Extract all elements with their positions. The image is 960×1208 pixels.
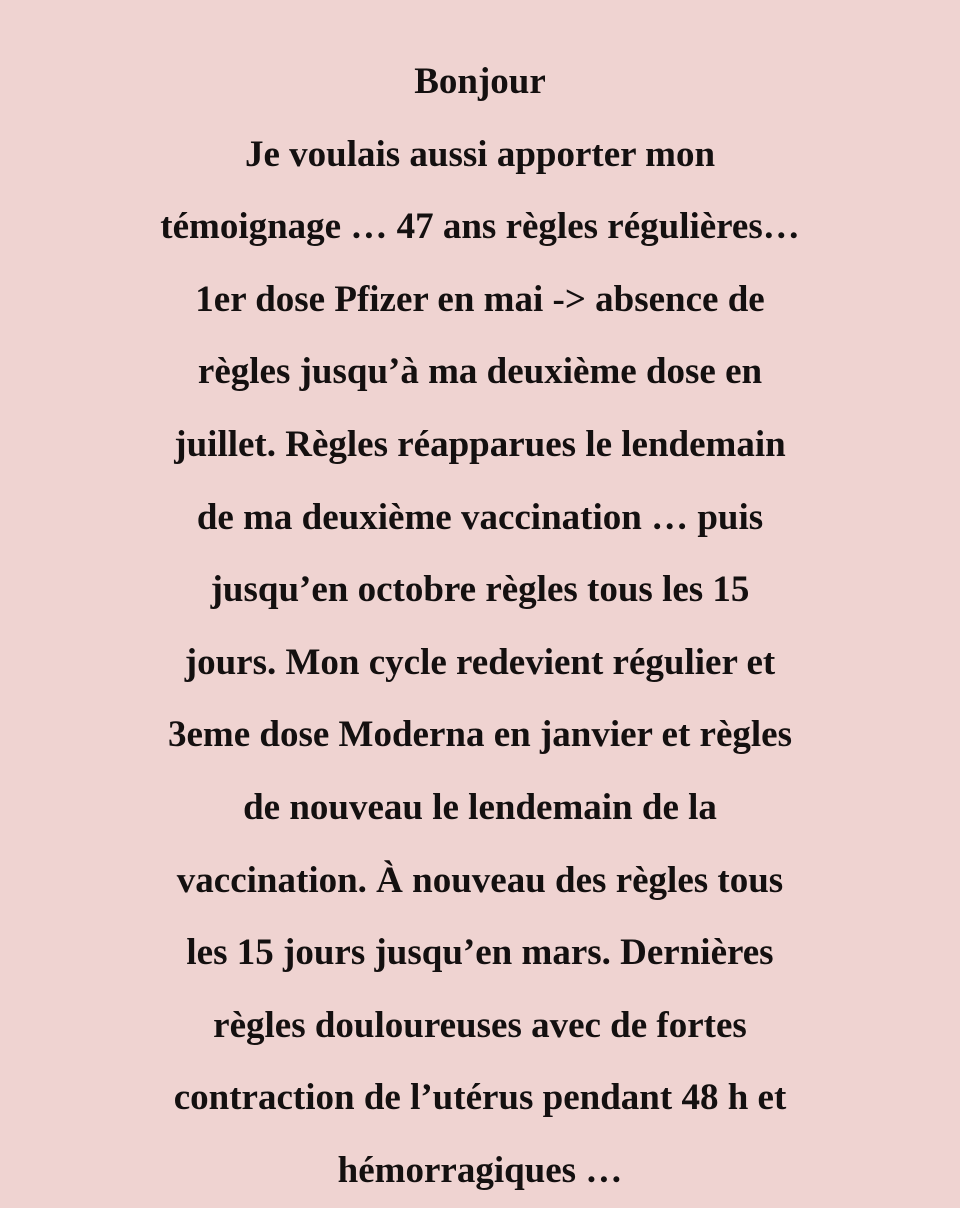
text-line: juillet. Règles réapparues le lendemain xyxy=(174,423,786,465)
text-line: les 15 jours jusqu’en mars. Dernières xyxy=(186,932,774,974)
text-line: règles douloureuses avec de fortes xyxy=(213,1004,747,1046)
text-line: Je voulais aussi apporter mon xyxy=(244,133,716,175)
text-line: hémorragiques … xyxy=(337,1149,623,1191)
text-line: jusqu’en octobre règles tous les 15 xyxy=(210,569,750,611)
text-line: vaccination. À nouveau des règles tous xyxy=(176,859,784,901)
text-line: 3eme dose Moderna en janvier et règles xyxy=(167,714,793,756)
text-line: jours. Mon cycle redevient régulier et xyxy=(184,641,776,683)
text-line: de nouveau le lendemain de la xyxy=(243,786,717,828)
text-line: de ma deuxième vaccination … puis xyxy=(196,496,764,538)
text-line-greeting: Bonjour xyxy=(414,61,546,102)
text-line: témoignage … 47 ans règles régulières… xyxy=(160,206,800,248)
text-line: contraction de l’utérus pendant 48 h et xyxy=(173,1077,787,1119)
text-line: règles jusqu’à ma deuxième dose en xyxy=(197,351,763,393)
text-line: 1er dose Pfizer en mai -> absence de xyxy=(195,278,765,320)
testimony-text xyxy=(0,46,960,1208)
